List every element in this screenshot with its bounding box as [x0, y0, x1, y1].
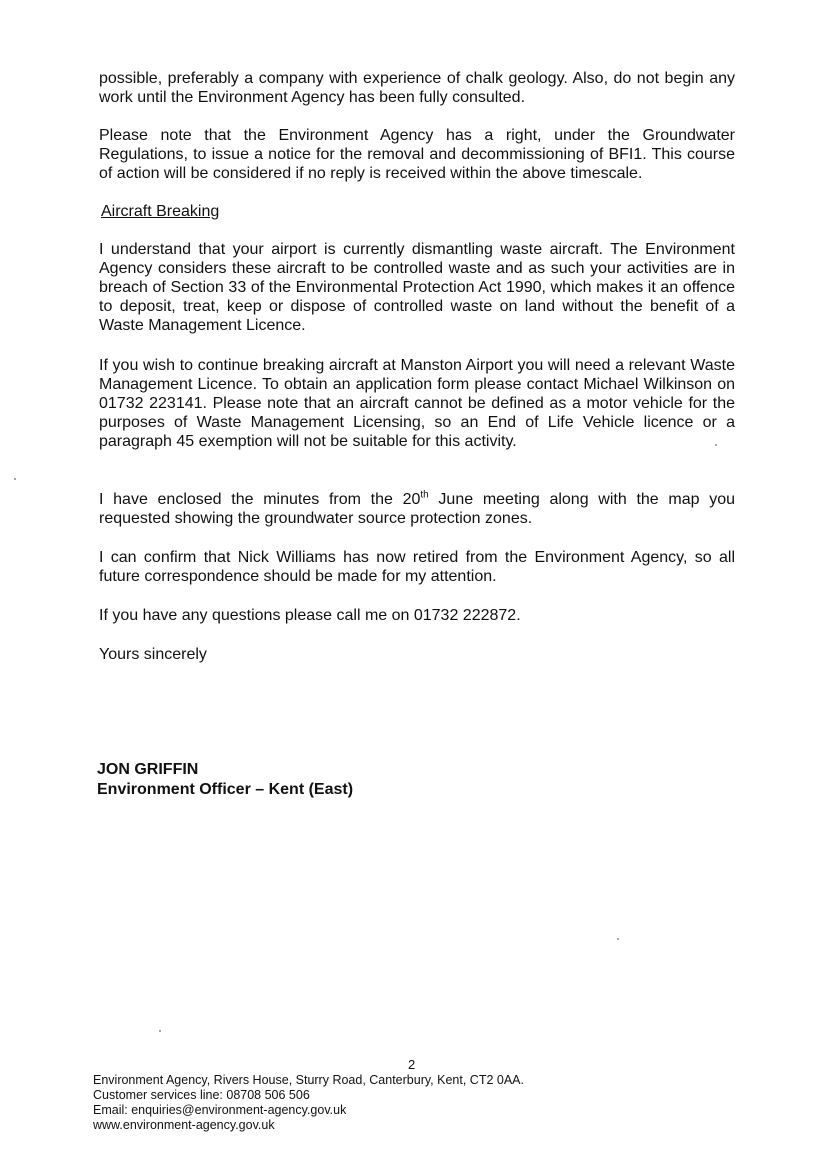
minutes-text-start: I have enclosed the minutes from the 20 — [99, 491, 421, 508]
paragraph-waste-aircraft: I understand that your airport is currently dismantling waste aircraft. The Environment Agency considers these aircraft to be controlled waste and as such your activities are in breach of Section 33 of the Environmental Protection Act 1990, which makes it an offence to deposit, treat, keep or dispose of controlled waste on land without the benefit of a Waste Management Licence. — [99, 241, 735, 334]
paragraph-waste-licence: If you wish to continue breaking aircraft at Manston Airport you will need a relevant Waste Management Licence. To obtain an application form please contact Michael Wilkinson on 01732 223141. Please note that an aircraft cannot be defined as a motor vehicle for the purposes of Waste Management Licensing, so an End of Life Vehicle licence or a paragraph 45 exemption will not be suitable for this activity. — [99, 357, 735, 450]
scan-speck — [617, 938, 619, 940]
signatory-title: Environment Officer – Kent (East) — [97, 781, 354, 798]
scan-speck — [159, 1030, 161, 1032]
footer-email: Email: enquiries@environment-agency.gov.uk — [93, 1103, 347, 1117]
date-ordinal-suffix: th — [420, 489, 429, 501]
minutes-text-end: June meeting along with the map you requested showing the groundwater source protection zones. — [99, 491, 736, 527]
closing-salutation: Yours sincerely — [99, 646, 207, 663]
footer — [93, 1073, 524, 1133]
paragraph-questions-contact: If you have any questions please call me on 01732 222872. — [99, 607, 521, 624]
paragraph-enclosed-minutes — [99, 490, 735, 528]
scan-speck — [14, 478, 16, 480]
section-heading-aircraft-breaking: Aircraft Breaking — [101, 203, 220, 220]
footer-phone: Customer services line: 08708 506 506 — [93, 1088, 310, 1102]
paragraph-chalk-geology: possible, preferably a company with experience of chalk geology. Also, do not begin any work until the Environment Agency has been fully consulted. — [99, 70, 735, 106]
footer-address: Environment Agency, Rivers House, Sturry Road, Canterbury, Kent, CT2 0AA. — [93, 1073, 524, 1087]
footer-website: www.environment-agency.gov.uk — [93, 1118, 275, 1132]
paragraph-groundwater-notice: Please note that the Environment Agency has a right, under the Groundwater Regulations, to issue a notice for the removal and decommissioning of BFI1. This course of action will be considered if no reply is received within the above timescale. — [99, 127, 735, 182]
signatory-name: JON GRIFFIN — [97, 761, 199, 778]
paragraph-nick-williams-retired: I can confirm that Nick Williams has now retired from the Environment Agency, so all future correspondence should be made for my attention. — [99, 549, 735, 585]
scan-speck — [715, 444, 717, 446]
page-number: 2 — [408, 1057, 416, 1072]
